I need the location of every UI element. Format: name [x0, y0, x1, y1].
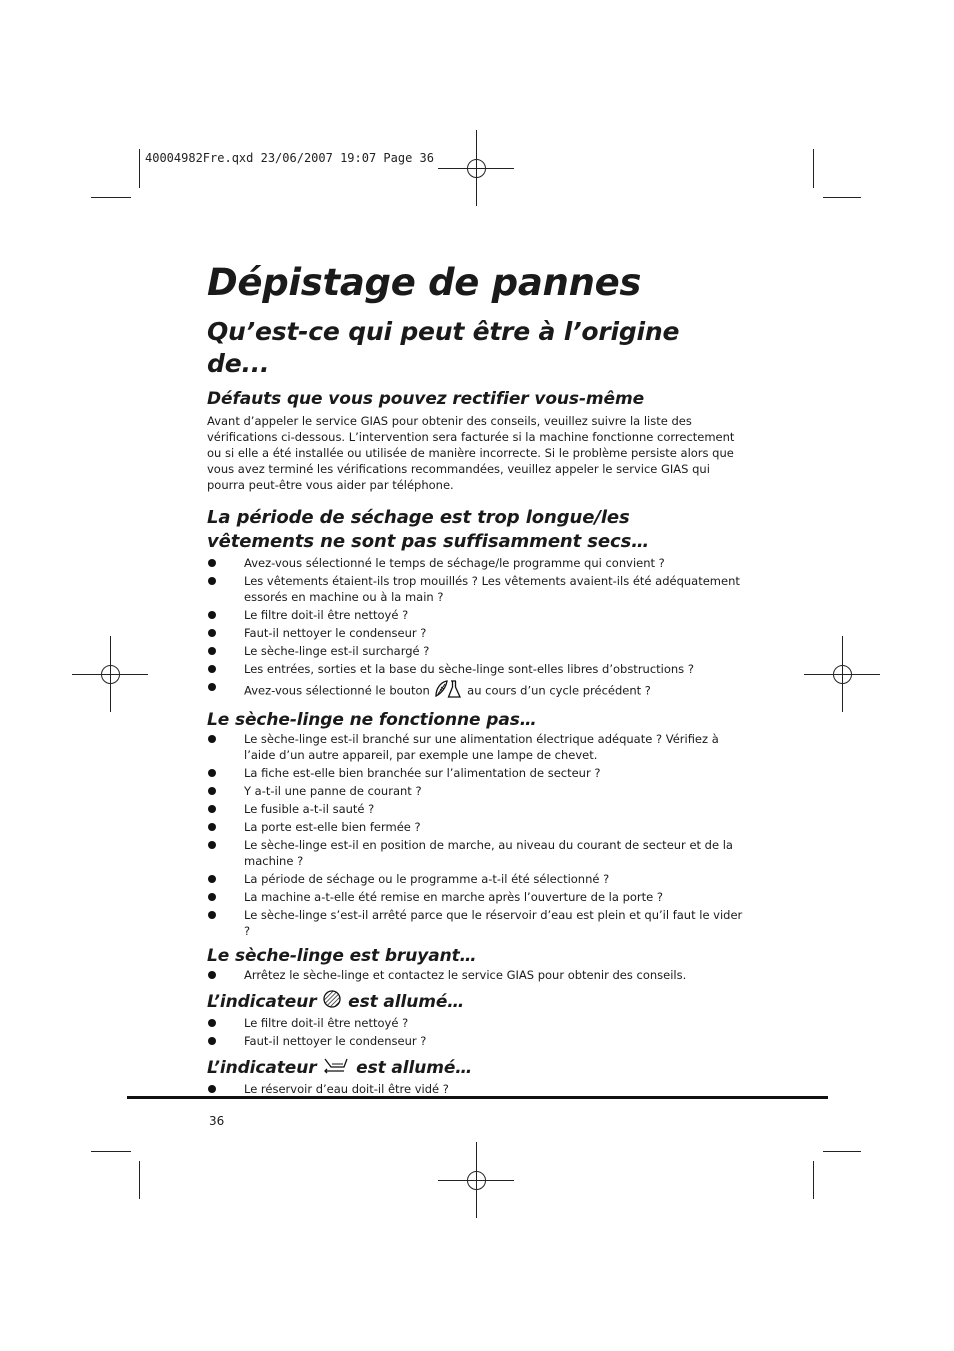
- page-number: 36: [209, 1114, 225, 1128]
- section-heading-drying-too-long: La période de séchage est trop longue/les vêtements ne sont pas suffisamment secs…: [207, 507, 650, 552]
- list-item: Le sèche-linge est-il branché sur une alimentation électrique adéquate ? Vérifiez à l’aide d’un autre appareil, par exemple une lampe de chevet.: [207, 731, 747, 763]
- crop-mark: [823, 1151, 861, 1152]
- list-item: Les vêtements étaient-ils trop mouillés ? Les vêtements avaient-ils été adéquatement essorés en machine ou à la main ?: [207, 573, 747, 605]
- crop-mark: [823, 197, 861, 198]
- bullet-icon: [208, 683, 216, 691]
- crop-mark: [139, 149, 140, 188]
- bullet-icon: [208, 665, 216, 673]
- water-tank-indicator-icon: [322, 1055, 350, 1081]
- section-list-drying-too-long: [207, 555, 747, 703]
- bullet-icon: [208, 893, 216, 901]
- list-item: Le sèche-linge est-il en position de marche, au niveau du courant de secteur et de la machine ?: [207, 837, 747, 869]
- section-list-water-tank-indicator: [207, 1081, 747, 1097]
- section-list-not-working: [207, 731, 747, 939]
- bullet-icon: [208, 577, 216, 585]
- bullet-icon: [208, 647, 216, 655]
- list-item: La porte est-elle bien fermée ?: [207, 819, 747, 835]
- section-heading-not-working: Le sèche-linge ne fonctionne pas…: [207, 710, 537, 730]
- list-item: Y a-t-il une panne de courant ?: [207, 783, 747, 799]
- list-item: Avez-vous sélectionné le bouton au cours d’un cycle précédent ?: [207, 679, 747, 703]
- crop-mark: [91, 1151, 131, 1152]
- list-item: Arrêtez le sèche-linge et contactez le service GIAS pour obtenir des conseils.: [207, 967, 747, 983]
- bullet-icon: [208, 841, 216, 849]
- list-item: Le fusible a-t-il sauté ?: [207, 801, 747, 817]
- page-subtitle: Qu’est-ce qui peut être à l’origine de...: [207, 317, 680, 378]
- bullet-icon: [208, 559, 216, 567]
- list-item: Le sèche-linge est-il surchargé ?: [207, 643, 747, 659]
- bullet-icon: [208, 1019, 216, 1027]
- bullet-icon: [208, 629, 216, 637]
- crop-mark: [139, 1161, 140, 1199]
- bullet-icon: [208, 769, 216, 777]
- list-item: La machine a-t-elle été remise en marche après l’ouverture de la porte ?: [207, 889, 747, 905]
- delicate-button-icon: [433, 679, 463, 703]
- bullet-icon: [208, 1037, 216, 1045]
- section-heading-noisy: Le sèche-linge est bruyant…: [207, 946, 477, 966]
- list-item: Avez-vous sélectionné le temps de séchage/le programme qui convient ?: [207, 555, 747, 571]
- list-item: La période de séchage ou le programme a-t-il été sélectionné ?: [207, 871, 747, 887]
- page-content: [207, 260, 747, 1099]
- section-list-noisy: [207, 967, 747, 983]
- section-list-filter-indicator: [207, 1015, 747, 1049]
- list-item: La fiche est-elle bien branchée sur l’alimentation de secteur ?: [207, 765, 747, 781]
- bullet-icon: [208, 823, 216, 831]
- list-item: Le filtre doit-il être nettoyé ?: [207, 607, 747, 623]
- list-item: Le réservoir d’eau doit-il être vidé ?: [207, 1081, 747, 1097]
- intro-heading: Défauts que vous pouvez rectifier vous-même: [207, 389, 644, 409]
- section-heading-filter-indicator: L’indicateur est allumé…: [207, 989, 747, 1015]
- intro-text: Avant d’appeler le service GIAS pour obtenir des conseils, veuillez suivre la liste des vérifications ci-dessous. L’intervention sera facturée si la machine fonctionne correctement ou si elle a été installée ou utilisée de manière incorrecte. Si le problème persiste alors que vous avez terminé les vérifications recommandées, veuillez appeler le service GIAS qui pourra peut-être vous aider par téléphone.: [207, 414, 735, 492]
- list-item: Faut-il nettoyer le condenseur ?: [207, 625, 747, 641]
- bullet-icon: [208, 735, 216, 743]
- bullet-icon: [208, 971, 216, 979]
- bullet-icon: [208, 787, 216, 795]
- bullet-icon: [208, 611, 216, 619]
- bullet-icon: [208, 1085, 216, 1093]
- section-heading-water-tank-indicator: L’indicateur est allumé…: [207, 1055, 747, 1081]
- list-item: Faut-il nettoyer le condenseur ?: [207, 1033, 747, 1049]
- filter-indicator-icon: [322, 989, 342, 1015]
- print-slug: 40004982Fre.qxd 23/06/2007 19:07 Page 36: [145, 151, 434, 165]
- crop-mark: [813, 149, 814, 188]
- list-item: Les entrées, sorties et la base du sèche-linge sont-elles libres d’obstructions ?: [207, 661, 747, 677]
- crop-mark: [91, 197, 131, 198]
- bullet-icon: [208, 875, 216, 883]
- crop-mark: [813, 1161, 814, 1199]
- list-item: Le filtre doit-il être nettoyé ?: [207, 1015, 747, 1031]
- page-title: Dépistage de pannes: [207, 261, 642, 304]
- list-item: Le sèche-linge s’est-il arrêté parce que le réservoir d’eau est plein et qu’il faut le vider ?: [207, 907, 747, 939]
- footer-rule: [127, 1096, 828, 1099]
- bullet-icon: [208, 911, 216, 919]
- bullet-icon: [208, 805, 216, 813]
